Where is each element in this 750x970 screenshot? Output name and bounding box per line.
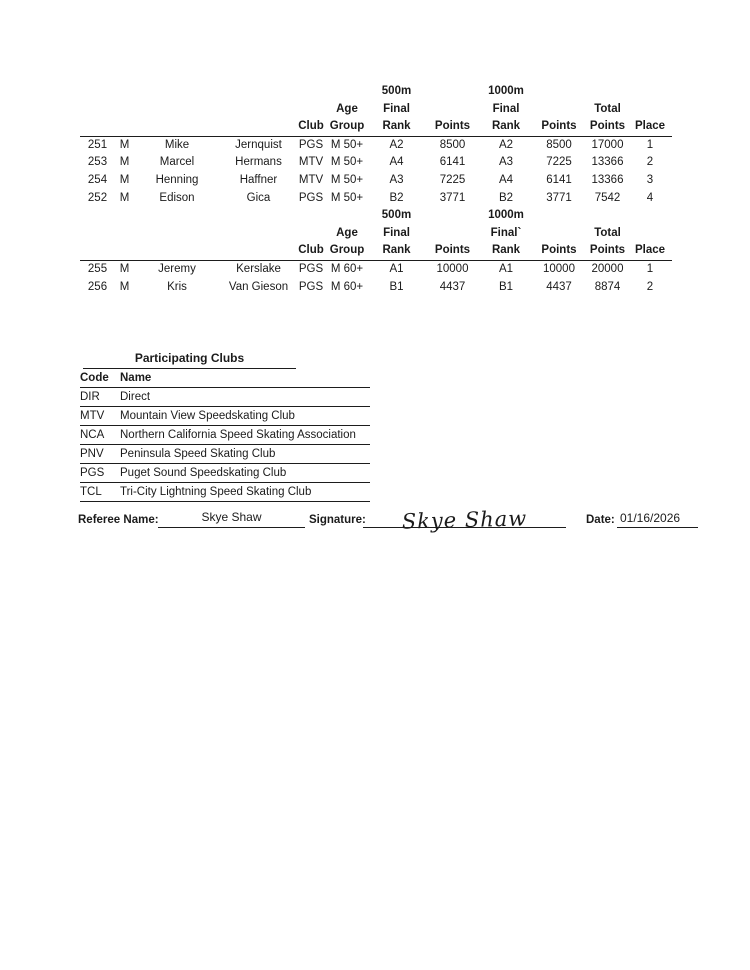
signature-field[interactable] bbox=[363, 495, 566, 534]
bib-number-cell: 256 bbox=[87, 280, 108, 293]
rank-500m-cell: A2 bbox=[389, 138, 404, 151]
rank-1000m-cell: A4 bbox=[498, 173, 514, 186]
col-header-final-1000: Final bbox=[492, 102, 520, 115]
age-group-cell: M 50+ bbox=[330, 191, 364, 204]
last-name-cell: Gica bbox=[246, 191, 271, 204]
col-header-group: Group bbox=[325, 118, 369, 136]
referee-name-value: Skye Shaw bbox=[201, 510, 262, 524]
col-header-rank-1000: Rank bbox=[481, 242, 531, 260]
referee-name-field[interactable] bbox=[158, 505, 305, 528]
result-row bbox=[80, 172, 672, 190]
gender-cell: M bbox=[119, 138, 130, 151]
club-cell: MTV bbox=[298, 156, 324, 169]
header-row-subtitles bbox=[80, 101, 672, 119]
col-header-final-500: Final bbox=[383, 226, 410, 239]
header-row-columns bbox=[80, 118, 672, 136]
club-row bbox=[80, 407, 370, 426]
header-row-distances bbox=[80, 207, 672, 225]
rank-1000m-cell: A1 bbox=[498, 262, 514, 275]
club-code-cell: NCA bbox=[80, 426, 120, 445]
bib-number-cell: 251 bbox=[87, 138, 108, 151]
header-row-subtitles bbox=[80, 225, 672, 243]
gender-cell: M bbox=[119, 173, 130, 186]
referee-name-label: Referee Name: bbox=[78, 514, 159, 526]
rank-1000m-cell: B2 bbox=[498, 191, 514, 204]
total-points-cell: 8874 bbox=[594, 280, 621, 293]
last-name-cell: Jernquist bbox=[235, 138, 282, 151]
rank-500m-cell: A3 bbox=[389, 173, 404, 186]
col-header-rank-500: Rank bbox=[369, 242, 424, 260]
points-1000m-cell: 6141 bbox=[546, 173, 572, 186]
participating-clubs-section bbox=[80, 350, 370, 502]
first-name-cell: Mike bbox=[164, 138, 190, 151]
result-row bbox=[80, 190, 672, 208]
age-group-cell: M 60+ bbox=[330, 262, 364, 275]
club-row bbox=[80, 426, 370, 445]
club-name-cell: Peninsula Speed Skating Club bbox=[120, 445, 370, 464]
col-header-500m: 500m bbox=[381, 85, 412, 97]
last-name-cell: Hermans bbox=[235, 156, 282, 169]
total-points-cell: 20000 bbox=[591, 262, 624, 275]
club-row bbox=[80, 388, 370, 407]
total-points-cell: 13366 bbox=[591, 156, 624, 169]
club-cell: MTV bbox=[298, 173, 324, 186]
col-header-points-500: Points bbox=[424, 118, 481, 136]
col-header-club: Club bbox=[297, 118, 325, 136]
col-header-age: Age bbox=[336, 226, 358, 239]
col-header-total-points: Points bbox=[587, 242, 628, 260]
club-code-cell: MTV bbox=[80, 407, 120, 426]
col-header-place: Place bbox=[628, 118, 672, 136]
place-cell: 4 bbox=[646, 191, 654, 204]
first-name-cell: Jeremy bbox=[158, 262, 196, 275]
first-name-cell: Marcel bbox=[159, 156, 195, 169]
total-points-cell: 7542 bbox=[594, 191, 621, 204]
gender-cell: M bbox=[119, 191, 130, 204]
rank-1000m-cell: A2 bbox=[498, 138, 514, 151]
signature-label: Signature: bbox=[309, 514, 366, 526]
last-name-cell: Kerslake bbox=[236, 262, 281, 275]
club-name-cell: Direct bbox=[120, 388, 370, 407]
last-name-cell: Haffner bbox=[239, 173, 278, 186]
place-cell: 1 bbox=[646, 138, 654, 151]
club-name-cell: Mountain View Speedskating Club bbox=[120, 407, 370, 426]
col-header-rank-500: Rank bbox=[369, 118, 424, 136]
col-header-points-1000: Points bbox=[531, 118, 587, 136]
club-cell: PGS bbox=[298, 138, 324, 151]
col-header-code: Code bbox=[80, 369, 120, 388]
club-row bbox=[80, 464, 370, 483]
club-cell: PGS bbox=[298, 280, 324, 293]
gender-cell: M bbox=[119, 280, 130, 293]
first-name-cell: Henning bbox=[155, 173, 199, 186]
rank-500m-cell: B2 bbox=[389, 191, 404, 204]
points-500m-cell: 3771 bbox=[439, 191, 466, 204]
date-field[interactable] bbox=[617, 507, 698, 528]
col-header-1000m: 1000m bbox=[488, 85, 524, 97]
points-500m-cell: 6141 bbox=[439, 156, 466, 169]
points-500m-cell: 7225 bbox=[439, 173, 466, 186]
col-header-total: Total bbox=[594, 226, 621, 239]
club-cell: PGS bbox=[298, 191, 324, 204]
header-row-distances bbox=[80, 83, 672, 101]
club-code-cell: TCL bbox=[80, 483, 120, 502]
last-name-cell: Van Gieson bbox=[228, 280, 289, 293]
rank-500m-cell: B1 bbox=[389, 280, 404, 293]
rank-500m-cell: A1 bbox=[389, 262, 404, 275]
age-group-cell: M 50+ bbox=[330, 138, 364, 151]
clubs-table bbox=[80, 369, 370, 502]
first-name-cell: Kris bbox=[167, 280, 187, 293]
points-500m-cell: 8500 bbox=[439, 138, 466, 151]
bib-number-cell: 255 bbox=[87, 262, 108, 275]
club-row bbox=[80, 445, 370, 464]
col-header-1000m: 1000m bbox=[488, 209, 524, 222]
club-row bbox=[80, 483, 370, 502]
club-code-cell: PNV bbox=[80, 445, 120, 464]
col-header-rank-1000: Rank bbox=[481, 118, 531, 136]
first-name-cell: Edison bbox=[159, 191, 195, 204]
age-group-cell: M 50+ bbox=[330, 156, 364, 169]
header-row-columns bbox=[80, 242, 672, 260]
bib-number-cell: 252 bbox=[87, 191, 108, 204]
col-header-age: Age bbox=[336, 102, 358, 115]
result-row bbox=[80, 279, 672, 297]
age-group-cell: M 50+ bbox=[330, 173, 364, 186]
points-1000m-cell: 10000 bbox=[543, 262, 575, 275]
result-row bbox=[80, 260, 672, 278]
rank-1000m-cell: A3 bbox=[498, 156, 514, 169]
total-points-cell: 13366 bbox=[591, 173, 624, 186]
col-header-points-1000: Points bbox=[531, 242, 587, 260]
points-500m-cell: 4437 bbox=[439, 280, 466, 293]
results-table-container bbox=[80, 83, 672, 296]
rank-500m-cell: A4 bbox=[389, 156, 404, 169]
place-cell: 2 bbox=[646, 156, 654, 169]
club-name-cell: Northern California Speed Skating Association bbox=[120, 426, 370, 445]
clubs-title: Participating Clubs bbox=[83, 350, 296, 369]
gender-cell: M bbox=[119, 156, 130, 169]
age-group-cell: M 60+ bbox=[330, 280, 364, 293]
points-1000m-cell: 4437 bbox=[546, 280, 572, 293]
bib-number-cell: 254 bbox=[87, 173, 108, 186]
col-header-final-1000: Final` bbox=[490, 226, 522, 239]
signature-text: Skye Shaw bbox=[401, 506, 528, 534]
club-cell: PGS bbox=[298, 262, 324, 275]
club-code-cell: PGS bbox=[80, 464, 120, 483]
place-cell: 1 bbox=[646, 262, 654, 275]
place-cell: 3 bbox=[646, 173, 654, 186]
points-1000m-cell: 7225 bbox=[546, 156, 572, 169]
clubs-header-row bbox=[80, 369, 370, 388]
result-row bbox=[80, 154, 672, 172]
club-name-cell: Tri-City Lightning Speed Skating Club bbox=[120, 483, 370, 502]
rank-1000m-cell: B1 bbox=[498, 280, 514, 293]
points-1000m-cell: 3771 bbox=[546, 191, 572, 204]
gender-cell: M bbox=[119, 262, 130, 275]
club-code-cell: DIR bbox=[80, 388, 120, 407]
bib-number-cell: 253 bbox=[87, 156, 108, 169]
col-header-name: Name bbox=[120, 369, 370, 388]
col-header-club: Club bbox=[297, 242, 325, 260]
date-value: 01/16/2026 bbox=[620, 511, 681, 525]
club-name-cell: Puget Sound Speedskating Club bbox=[120, 464, 370, 483]
place-cell: 2 bbox=[646, 280, 654, 293]
date-label: Date: bbox=[586, 514, 615, 526]
total-points-cell: 17000 bbox=[591, 138, 624, 151]
col-header-points-500: Points bbox=[424, 242, 481, 260]
result-row bbox=[80, 136, 672, 154]
col-header-total: Total bbox=[594, 102, 621, 115]
points-1000m-cell: 8500 bbox=[546, 138, 572, 151]
col-header-place: Place bbox=[628, 242, 672, 260]
results-table bbox=[80, 83, 672, 296]
points-500m-cell: 10000 bbox=[436, 262, 469, 275]
col-header-500m: 500m bbox=[381, 209, 412, 222]
col-header-final-500: Final bbox=[383, 102, 410, 115]
col-header-total-points: Points bbox=[587, 118, 628, 136]
col-header-group: Group bbox=[325, 242, 369, 260]
